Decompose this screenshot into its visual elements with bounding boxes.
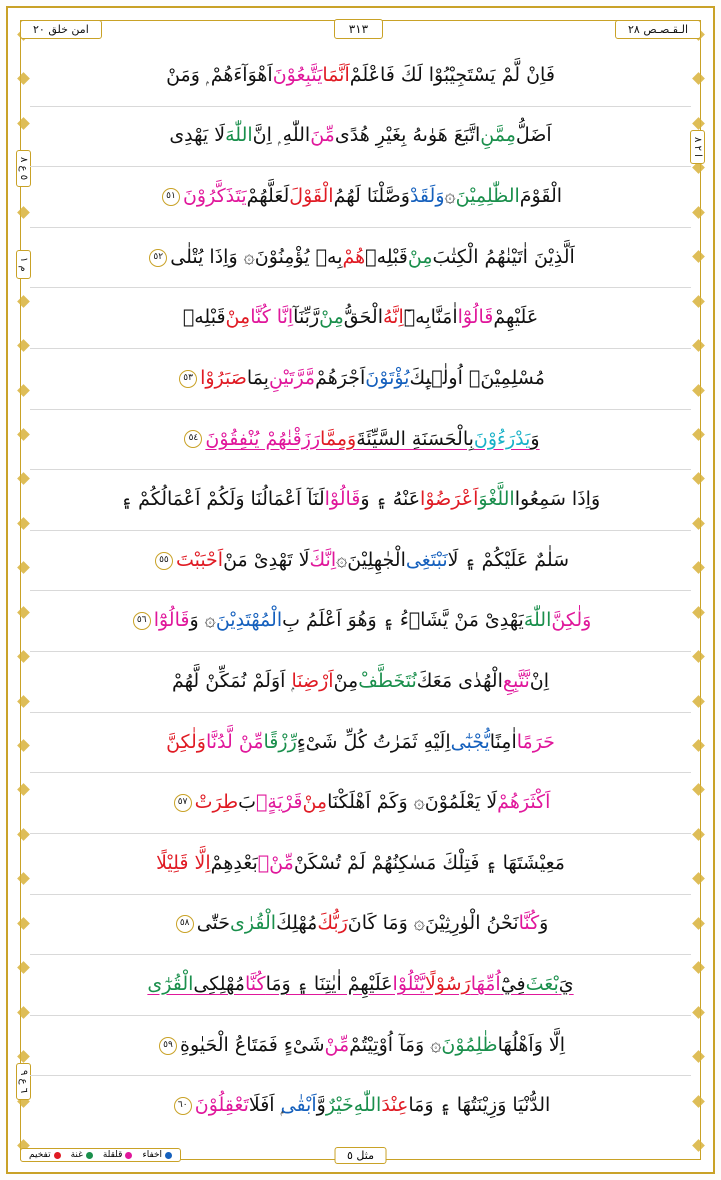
ayah-segment: اَحْبَبْتَ bbox=[175, 548, 224, 571]
ayah-number-marker: ٥٥ bbox=[155, 552, 173, 570]
legend-item bbox=[103, 1150, 133, 1160]
ayah-segment: الظّٰلِمِيْنَ bbox=[455, 185, 520, 208]
ayah-segment: الْقَوْلَ bbox=[289, 185, 334, 208]
ayah-segment: ۞ وَمَا كَانَ bbox=[347, 912, 425, 935]
ayah-line bbox=[30, 591, 691, 652]
ayah-segment: مَّرَّتَيْنِ bbox=[268, 366, 316, 389]
ayah-segment: مُسْلِمِيْنَ bbox=[480, 366, 545, 389]
diamond-ornament-icon bbox=[692, 1006, 705, 1019]
legend-color-dot-icon bbox=[125, 1152, 132, 1159]
ayah-segment: اللّٰهِ ۭ اِنَّ bbox=[252, 124, 311, 147]
ayah-segment: مَعِيْشَتَهَا ۽ فَتِلْكَ مَسٰكِنُهُمْ لَمْ تُسْكَنْ bbox=[293, 851, 565, 874]
ayah-segment: مِنْ bbox=[302, 791, 328, 814]
diamond-ornament-icon bbox=[692, 473, 705, 486]
ayah-segment: اَعْرَضُوْا bbox=[420, 488, 479, 511]
ayah-segment: مِمَّنِ bbox=[480, 124, 516, 147]
ayah-segment: مِّنْۢ bbox=[257, 851, 294, 874]
ayah-number-marker: ٦٠ bbox=[174, 1097, 192, 1115]
ayah-segment: يَ bbox=[558, 973, 574, 996]
legend-label: اخفاء bbox=[142, 1150, 163, 1160]
ayah-segment: بَ bbox=[238, 791, 257, 814]
ayah-segment: نَّتَّبِعِ bbox=[502, 669, 530, 692]
ayah-segment: مِنْ bbox=[319, 306, 344, 329]
diamond-ornament-icon bbox=[17, 961, 30, 974]
ayah-segment: كُنَّا bbox=[518, 912, 540, 935]
ayah-number-marker: ٥٤ bbox=[184, 430, 202, 448]
ayah-segment: اِنْ bbox=[529, 669, 549, 692]
quran-text-body bbox=[30, 46, 691, 1136]
diamond-ornament-icon bbox=[17, 695, 30, 708]
ayah-segment: لَنَآ اَعْمَالُنَا وَلَكُمْ اَعْمَالُكُمْ ۽ bbox=[120, 488, 325, 511]
diamond-ornament-icon bbox=[17, 606, 30, 619]
ayah-segment: الْقَوْمَ bbox=[519, 185, 563, 208]
diamond-ornament-icon bbox=[17, 117, 30, 130]
ayah-segment: نُتَخَطَّفْ bbox=[358, 669, 417, 692]
ayah-segment: الْمُهْتَدِيْنَ bbox=[215, 609, 283, 632]
ayah-segment: اِلَّا وَاَهْلُهَا bbox=[497, 1033, 566, 1056]
ayah-segment: اَلَّذِيْنَ اٰتَيْنٰهُمُ الْكِتٰبَ bbox=[432, 245, 575, 268]
ayah-segment: مِنْ bbox=[333, 669, 359, 692]
ayah-line bbox=[30, 46, 691, 107]
ayah-segment: سَلٰمٌ عَلَيْكُمْ ۽ لَا bbox=[447, 548, 570, 571]
ayah-segment: رَسُوْلًا bbox=[424, 973, 471, 996]
ayah-segment: قَبْلِهٖ bbox=[182, 306, 226, 329]
ayah-segment: بِمَا bbox=[246, 366, 269, 389]
ayah-segment: يَتَّبِعُوْنَ bbox=[272, 63, 323, 86]
ayah-segment: صَبَرُوْا bbox=[200, 366, 247, 389]
ayah-segment: الْهُدٰى مَعَكَ bbox=[416, 669, 503, 692]
ayah-segment: حَرَمًا bbox=[516, 730, 555, 753]
ayah-segment: اٰمَنَّا bbox=[430, 306, 458, 329]
diamond-ornament-icon bbox=[692, 73, 705, 86]
page-footer bbox=[20, 1144, 701, 1166]
diamond-ornament-icon bbox=[692, 517, 705, 530]
header-part-label: امن خلق ٢٠ bbox=[20, 20, 102, 39]
ayah-segment: ۞ وَمَآ اُوْتِيْتُمْ bbox=[349, 1033, 442, 1056]
ayah-segment: رَّبِّنَآ bbox=[293, 306, 320, 329]
ayah-segment: يَّتْلُوْا bbox=[392, 973, 425, 996]
diamond-ornament-icon bbox=[17, 1006, 30, 1019]
diamond-ornament-icon bbox=[17, 872, 30, 885]
ayah-segment: لَا يَعْلَمُوْنَ bbox=[424, 791, 498, 814]
ayah-segment: قَالُوْا bbox=[324, 488, 361, 511]
ayah-segment: وَاِذَا سَمِعُوا bbox=[514, 488, 601, 511]
ayah-segment: ۞ bbox=[336, 548, 348, 571]
diamond-ornament-icon bbox=[692, 606, 705, 619]
ayah-segment: اَرْضِنَا bbox=[291, 669, 334, 692]
ayah-segment: وَصَّلْنَا لَهُمُ bbox=[333, 185, 410, 208]
ayah-segment: الْجٰهِلِيْنَ bbox=[347, 548, 406, 571]
page-number: ٣١٣ bbox=[334, 19, 383, 39]
diamond-ornament-icon bbox=[692, 917, 705, 930]
diamond-ornament-icon bbox=[17, 828, 30, 841]
ayah-segment: ۞ وَاِذَا يُتْلٰى bbox=[170, 245, 255, 268]
ayah-line bbox=[30, 288, 691, 349]
diamond-ornament-icon bbox=[17, 473, 30, 486]
ayah-segment: اَنَّمَا bbox=[322, 63, 350, 86]
ayah-segment: حَتّٰى bbox=[196, 912, 231, 935]
ayah-segment: مِنْ bbox=[225, 306, 251, 329]
ayah-segment: مِّنْ bbox=[324, 1033, 350, 1056]
diamond-ornament-icon bbox=[17, 1050, 30, 1063]
ayah-segment: نَبْتَغِى bbox=[405, 548, 448, 571]
ayah-segment: اتَّبَعَ هَوٰىهُ بِغَيْرِ هُدًى bbox=[334, 124, 481, 147]
ayah-segment: تَعْقِلُوْنَ bbox=[194, 1094, 249, 1117]
ayah-segment: يُّجْبٰٓى bbox=[450, 730, 490, 753]
ayah-segment: ظٰلِمُوْنَ bbox=[441, 1033, 498, 1056]
diamond-ornament-icon bbox=[17, 739, 30, 752]
ayah-segment: اِنَّا كُنَّا bbox=[250, 306, 294, 329]
ayah-segment: اِنَّكَ bbox=[309, 548, 337, 571]
ayah-segment: يَدْرَءُوْنَ bbox=[473, 427, 531, 450]
ayah-segment: نَحْنُ الْوٰرِثِيْنَ bbox=[424, 912, 519, 935]
diamond-ornament-icon bbox=[692, 872, 705, 885]
diamond-ornament-icon bbox=[17, 561, 30, 574]
ayah-segment: ۞ bbox=[444, 185, 456, 208]
diamond-ornament-icon bbox=[692, 561, 705, 574]
ayah-segment: مُهْلِكِى bbox=[193, 973, 245, 996]
legend-item bbox=[29, 1150, 61, 1160]
legend-label: قلقلة bbox=[102, 1150, 123, 1160]
diamond-ornament-icon bbox=[692, 206, 705, 219]
footer-center-label: مثل ٥ bbox=[334, 1147, 387, 1164]
ayah-segment: قَرْيَةٍۢ bbox=[256, 791, 303, 814]
diamond-ornament-icon bbox=[692, 1050, 705, 1063]
diamond-ornament-icon bbox=[692, 295, 705, 308]
ayah-line bbox=[30, 228, 691, 289]
ayah-segment: قَالُوْٓا bbox=[153, 609, 190, 632]
ayah-segment: اَضَلُّ bbox=[515, 124, 552, 147]
ayah-line bbox=[30, 167, 691, 228]
ayah-segment: قَبْلِهٖ bbox=[365, 245, 408, 268]
ayah-segment: اِلَيْهِ ثَمَرٰتُ كُلِّ شَىْءٍ bbox=[296, 730, 451, 753]
ayah-segment: اللّٰهَ bbox=[523, 609, 552, 632]
diamond-ornament-icon bbox=[692, 250, 705, 263]
ayah-segment: فِيْٓ bbox=[500, 973, 526, 996]
ayah-segment: يَهْدِىْ مَنْ يَّشَاۗءُ ۽ وَهُوَ اَعْلَمُ بِ bbox=[282, 609, 524, 632]
diamond-ornament-icon bbox=[692, 117, 705, 130]
right-border-ornaments bbox=[689, 30, 707, 1150]
ayah-number-marker: ٥٧ bbox=[174, 794, 192, 812]
diamond-ornament-icon bbox=[692, 961, 705, 974]
ayah-segment: شَىْءٍ فَمَتَاعُ الْحَيٰوةِ bbox=[179, 1033, 325, 1056]
legend-label: تفخيم bbox=[29, 1150, 51, 1160]
ayah-segment: بِالْحَسَنَةِ السَّيِّئَةَ bbox=[356, 427, 474, 450]
ayah-segment: اَجْرَهُمْ bbox=[315, 366, 366, 389]
ayah-line bbox=[30, 107, 691, 168]
ayah-segment: اَهْوَآءَهُمْ ۭ وَمَنْ bbox=[166, 63, 273, 86]
ayah-line bbox=[30, 895, 691, 956]
ayah-line bbox=[30, 470, 691, 531]
ayah-segment: ۭ اَفَلَا bbox=[248, 1094, 281, 1117]
diamond-ornament-icon bbox=[692, 828, 705, 841]
ayah-segment: مِنْ bbox=[407, 245, 433, 268]
ayah-segment: وَّ bbox=[316, 1094, 326, 1117]
ayah-segment: اِلَّا قَلِيْلًا bbox=[156, 851, 211, 874]
ayah-segment: رَبُّكَ bbox=[317, 912, 348, 935]
ayah-segment: لَا تَهْدِىْ مَنْ bbox=[223, 548, 310, 571]
ayah-segment: عَنْهُ ۽ وَ bbox=[360, 488, 421, 511]
ayah-segment: ۞ اُولٰۗىِٕكَ bbox=[409, 366, 481, 389]
ayah-segment: رِّزْقًا bbox=[263, 730, 297, 753]
ayah-segment: كُنَّا bbox=[244, 973, 266, 996]
diamond-ornament-icon bbox=[17, 650, 30, 663]
ayah-segment: بْعَثَ bbox=[525, 973, 559, 996]
ayah-number-marker: ٥٦ bbox=[133, 612, 151, 630]
ayah-segment: وَلٰكِنَّ bbox=[166, 730, 206, 753]
ayah-number-marker: ٥١ bbox=[162, 188, 180, 206]
header-surah-label: الـقـصـص ٢٨ bbox=[615, 20, 701, 39]
diamond-ornament-icon bbox=[692, 384, 705, 397]
diamond-ornament-icon bbox=[692, 650, 705, 663]
ayah-segment: الْقُرٰى bbox=[230, 912, 277, 935]
ayah-line bbox=[30, 955, 691, 1016]
ayah-segment: الْحَقُّ bbox=[343, 306, 383, 329]
diamond-ornament-icon bbox=[17, 784, 30, 797]
ayah-segment: فَاِنْ لَّمْ يَسْتَجِيْبُوْا لَكَ فَاعْلَمْ bbox=[349, 63, 555, 86]
ayah-segment: طِرَتْ bbox=[194, 791, 239, 814]
ayah-segment: وَ bbox=[530, 427, 540, 450]
ayah-line bbox=[30, 410, 691, 471]
ayah-segment: وَمِمَّا bbox=[320, 427, 357, 450]
diamond-ornament-icon bbox=[17, 517, 30, 530]
diamond-ornament-icon bbox=[692, 739, 705, 752]
diamond-ornament-icon bbox=[17, 73, 30, 86]
ayah-segment: ۭ اَوَلَمْ نُمَكِّنْ لَّهُمْ bbox=[172, 669, 292, 692]
ayah-number-marker: ٥٢ bbox=[149, 249, 167, 267]
ayah-line bbox=[30, 1076, 691, 1136]
ayah-segment: خَيْرٌ bbox=[325, 1094, 354, 1117]
legend-item bbox=[142, 1150, 172, 1160]
tajweed-legend bbox=[20, 1148, 181, 1162]
legend-label: غنة bbox=[70, 1150, 83, 1160]
side-label-left-upper: ٥ ع ٨ bbox=[16, 150, 31, 187]
diamond-ornament-icon bbox=[692, 695, 705, 708]
ayah-line bbox=[30, 834, 691, 895]
legend-color-dot-icon bbox=[54, 1152, 61, 1159]
side-label-right-upper: ا ٢ ٨ bbox=[690, 130, 705, 164]
ayah-segment: وَلٰكِنَّ bbox=[551, 609, 592, 632]
ayah-segment: مُهْلِكَ bbox=[276, 912, 318, 935]
diamond-ornament-icon bbox=[692, 784, 705, 797]
diamond-ornament-icon bbox=[17, 206, 30, 219]
diamond-ornament-icon bbox=[17, 428, 30, 441]
ayah-segment: الْقُرٰٓى bbox=[147, 973, 194, 996]
diamond-ornament-icon bbox=[692, 1095, 705, 1108]
ayah-line bbox=[30, 773, 691, 834]
ayah-segment: ۞ وَكَمْ اَهْلَكْنَا bbox=[327, 791, 425, 814]
ayah-segment: عَلَيْهِمْ اٰيٰتِنَا ۽ وَمَا bbox=[265, 973, 393, 996]
ayah-segment: عَلَيْهِمْ bbox=[493, 306, 539, 329]
page-header bbox=[20, 16, 701, 42]
diamond-ornament-icon bbox=[692, 339, 705, 352]
legend-color-dot-icon bbox=[86, 1152, 93, 1159]
ayah-segment: مِّنْ لَّدُنَّا bbox=[205, 730, 264, 753]
ayah-segment: رَزَقْنٰهُمْ يُنْفِقُوْنَ bbox=[205, 427, 321, 450]
ayah-segment: يُؤْتَوْنَ bbox=[365, 366, 410, 389]
diamond-ornament-icon bbox=[17, 384, 30, 397]
ayah-segment: اللَّغْوَ bbox=[478, 488, 515, 511]
side-label-left-mid: م ١ bbox=[16, 250, 31, 279]
legend-item bbox=[71, 1150, 93, 1160]
ayah-segment: مِّنَ bbox=[310, 124, 335, 147]
ayah-segment: بِهٖٓ bbox=[403, 306, 431, 329]
ayah-segment: عِنْدَ bbox=[381, 1094, 409, 1117]
ayah-line bbox=[30, 531, 691, 592]
ayah-segment: يَتَذَكَّرُوْنَ bbox=[182, 185, 247, 208]
diamond-ornament-icon bbox=[692, 428, 705, 441]
ayah-segment: بِهٖ يُؤْمِنُوْنَ bbox=[254, 245, 343, 268]
ayah-segment: ۞ وَ bbox=[189, 609, 216, 632]
ayah-segment: وَلَقَدْ bbox=[409, 185, 445, 208]
ayah-segment: اَكْثَرَهُمْ bbox=[497, 791, 551, 814]
side-label-bottom-left: ٦ ع ٩ bbox=[16, 1063, 31, 1100]
ayah-segment: وَ bbox=[539, 912, 549, 935]
ayah-segment: بَعْدِهِمْ bbox=[210, 851, 258, 874]
ayah-segment: قَالُوْٓا bbox=[457, 306, 494, 329]
ayah-number-marker: ٥٣ bbox=[179, 370, 197, 388]
ayah-segment: لَا يَهْدِى bbox=[169, 124, 226, 147]
legend-color-dot-icon bbox=[165, 1152, 172, 1159]
ayah-segment: اللّٰهَ bbox=[225, 124, 253, 147]
ayah-segment: اُمِّهَا bbox=[470, 973, 501, 996]
ayah-segment: اِنَّهُ bbox=[382, 306, 404, 329]
ayah-line bbox=[30, 713, 691, 774]
ayah-segment: اَبْقٰى bbox=[280, 1094, 317, 1117]
ayah-line bbox=[30, 1016, 691, 1077]
diamond-ornament-icon bbox=[17, 339, 30, 352]
ayah-segment: لَعَلَّهُمْ bbox=[246, 185, 290, 208]
ayah-segment: الدُّنْيَا وَزِيْنَتُهَا ۽ وَمَا bbox=[408, 1094, 551, 1117]
ayah-number-marker: ٥٩ bbox=[159, 1037, 177, 1055]
ayah-line bbox=[30, 349, 691, 410]
diamond-ornament-icon bbox=[17, 295, 30, 308]
ayah-segment: اللّٰهِ bbox=[353, 1094, 382, 1117]
ayah-segment: اٰمِنًا bbox=[489, 730, 517, 753]
ayah-number-marker: ٥٨ bbox=[176, 915, 194, 933]
ayah-line bbox=[30, 652, 691, 713]
ayah-segment: هُمْ bbox=[342, 245, 366, 268]
diamond-ornament-icon bbox=[17, 917, 30, 930]
